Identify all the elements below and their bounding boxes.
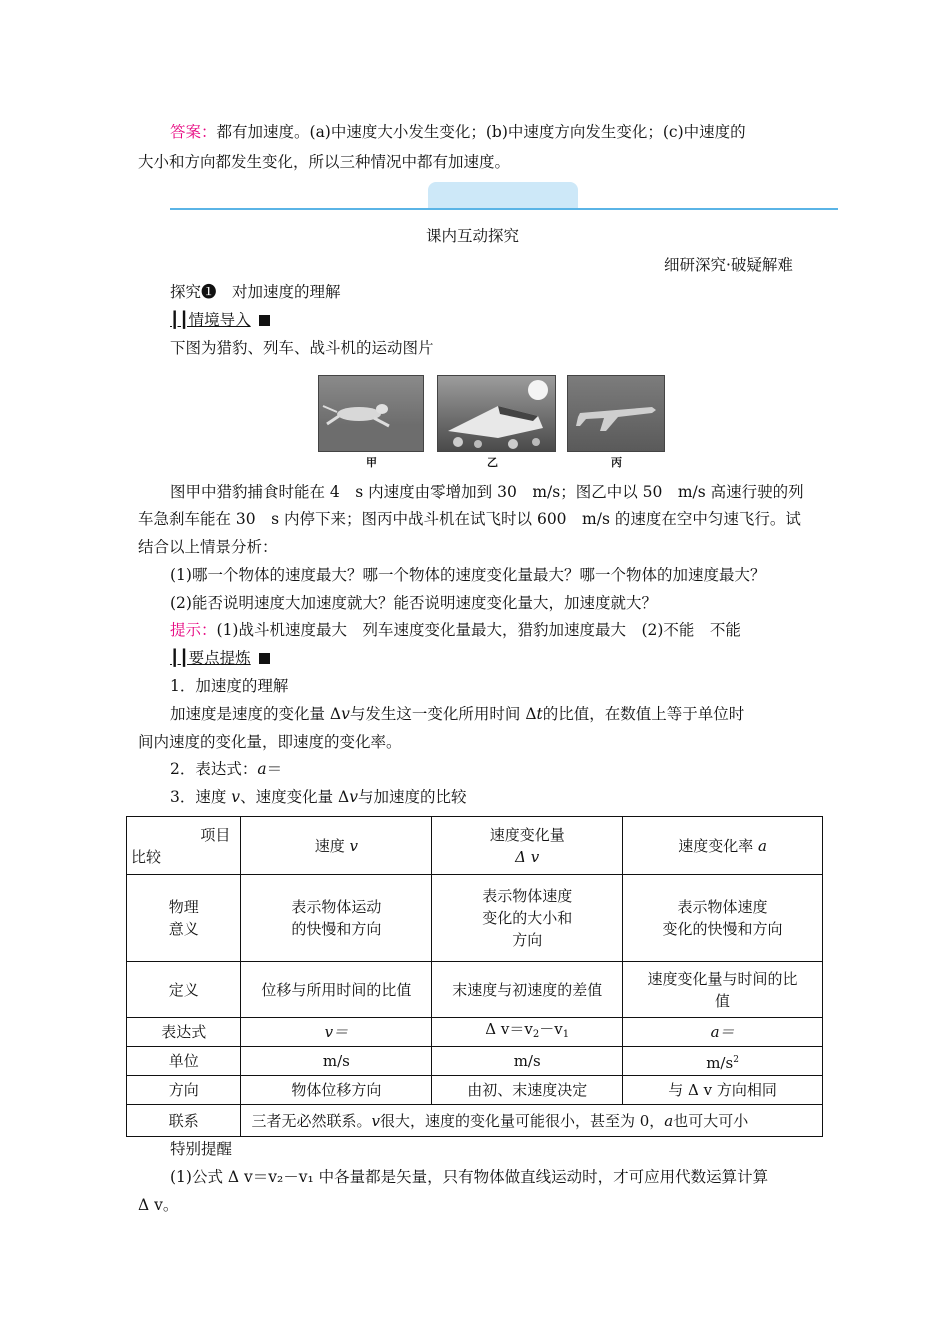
section-banner-tab [428, 182, 578, 209]
table-row [127, 1105, 823, 1137]
cell-def-acceleration: 速度变化量与时间的比 值 [623, 962, 823, 1018]
hint-line [170, 619, 741, 641]
cell-dir-acceleration: 与 Δ v 方向相同 [623, 1076, 823, 1105]
question-2: (2)能否说明速度大加速度就大？能否说明速度变化量大，加速度就大？ [170, 594, 657, 612]
special-line-1: (1)公式 Δ v＝v₂－v₁ 中各量都是矢量，只有物体做直线运动时，才可应用代数运算计算 [170, 1168, 769, 1186]
row-label-definition: 定义 [127, 962, 241, 1018]
header-velocity: 速度 v [241, 817, 432, 875]
p1-text-a: 加速度是速度的变化量 Δ [170, 705, 342, 723]
section-divider [170, 208, 838, 210]
header-velocity-change: 速度变化量 Δ v [432, 817, 623, 875]
cheetah-photo [318, 375, 424, 452]
comparison-table [126, 816, 823, 1137]
answer-label: 答案： [170, 123, 217, 141]
cell-dir-velocity: 物体位移方向 [241, 1076, 432, 1105]
cell-meaning-velocity: 表示物体运动 的快慢和方向 [241, 875, 432, 962]
fighter-jet-photo [567, 375, 665, 452]
p3-v: v [231, 788, 241, 806]
table-row [127, 1047, 823, 1076]
cell-expr-change: Δ $v=v_2-v_1$ [432, 1018, 623, 1047]
point-1-text-2: 间内速度的变化量，即速度的变化率。 [138, 733, 402, 751]
p1-text-b: 与发生这一变化所用时间 Δ [349, 705, 537, 723]
row-label-meaning: 物理 意义 [127, 875, 241, 962]
table-row [127, 962, 823, 1018]
p1-text-c: 的比值，在数值上等于单位时 [542, 705, 745, 723]
cell-unit-acceleration: $m/s^2$ [623, 1047, 823, 1076]
p3-mid: 、速度变化量 Δ [240, 788, 350, 806]
p3-end: 与加速度的比较 [357, 788, 467, 806]
corner-top: 项目 [200, 825, 231, 844]
row-label-expression: 表达式 [127, 1018, 241, 1047]
scenario-para-2: 车急刹车能在 30 s 内停下来；图丙中战斗机在试飞时以 600 m/s 的速度在空中匀速飞行。试 [138, 510, 801, 528]
hint-label: 提示： [170, 621, 217, 639]
p2-a: a [257, 760, 267, 778]
answer-text-1: 都有加速度。(a)中速度大小发生变化；(b)中速度方向发生变化；(c)中速度的 [216, 123, 746, 141]
answer-line-1 [170, 121, 746, 143]
square-icon [259, 315, 270, 326]
point-1-text [170, 703, 744, 725]
scenario-para-3: 结合以上情景分析： [138, 538, 278, 556]
table-row [127, 875, 823, 962]
point-3 [170, 786, 466, 808]
cell-dir-change: 由初、末速度决定 [432, 1076, 623, 1105]
point-1-title: 1．加速度的理解 [170, 677, 289, 695]
explore-heading: 探究❶ 对加速度的理解 [170, 283, 341, 301]
cell-meaning-change: 表示物体速度 变化的大小和 方向 [432, 875, 623, 962]
section-title: 课内互动探究 [426, 227, 520, 245]
header-acceleration: 速度变化率 a [623, 817, 823, 875]
caption-yi: 乙 [487, 456, 498, 469]
cell-def-change: 末速度与初速度的差值 [432, 962, 623, 1018]
scenario-heading-text: ┃┃情境导入 [170, 311, 251, 329]
hint-text: (1)战斗机速度最大 列车速度变化量最大，猎豹加速度最大 (2)不能 不能 [216, 621, 741, 639]
special-heading: 特别提醒 [170, 1140, 233, 1158]
square-icon [259, 653, 270, 664]
points-heading-text: ┃┃要点提炼 [170, 649, 251, 667]
corner-cell [127, 817, 241, 875]
corner-bottom: 比较 [131, 847, 162, 866]
caption-jia: 甲 [366, 456, 377, 469]
p3-pre: 3．速度 [170, 788, 232, 806]
scenario-intro: 下图为猎豹、列车、战斗机的运动图片 [170, 339, 434, 357]
cheetah-icon [319, 376, 423, 451]
question-1: (1)哪一个物体的速度最大？哪一个物体的速度变化量最大？哪一个物体的加速度最大？ [170, 566, 766, 584]
section-subtitle: 细研深究·破疑解难 [664, 256, 793, 274]
cell-def-velocity: 位移与所用时间的比值 [241, 962, 432, 1018]
points-heading [170, 647, 270, 669]
answer-line-2: 大小和方向都发生变化，所以三种情况中都有加速度。 [138, 153, 511, 171]
p2-pre: 2．表达式： [170, 760, 258, 778]
train-icon [438, 376, 555, 451]
cell-meaning-acceleration: 表示物体速度 变化的快慢和方向 [623, 875, 823, 962]
cell-expr-acceleration: a＝ [623, 1018, 823, 1047]
scenario-heading [170, 309, 270, 331]
cell-unit-velocity: m/s [241, 1047, 432, 1076]
scenario-para-1: 图甲中猎豹捕食时能在 4 s 内速度由零增加到 30 m/s；图乙中以 50 m/s 高速行驶的列 [170, 483, 804, 501]
p3-v2: v [349, 788, 358, 806]
p1-t: t [536, 705, 543, 723]
table-row [127, 1018, 823, 1047]
train-photo [437, 375, 556, 452]
table-row [127, 1076, 823, 1105]
fighter-jet-icon [568, 376, 664, 451]
cell-expr-velocity: v＝ [241, 1018, 432, 1047]
point-2 [170, 758, 282, 780]
p2-eq: ＝ [266, 760, 283, 778]
cell-unit-change: m/s [432, 1047, 623, 1076]
row-label-relation: 联系 [127, 1105, 241, 1137]
p1-v: v [341, 705, 350, 723]
special-line-2: Δ v。 [138, 1196, 179, 1214]
cell-relation: 三者无必然联系。v很大，速度的变化量可能很小，甚至为 0，a也可大可小 [241, 1105, 823, 1137]
row-label-direction: 方向 [127, 1076, 241, 1105]
row-label-unit: 单位 [127, 1047, 241, 1076]
caption-bing: 丙 [611, 456, 622, 469]
table-header-row [127, 817, 823, 875]
